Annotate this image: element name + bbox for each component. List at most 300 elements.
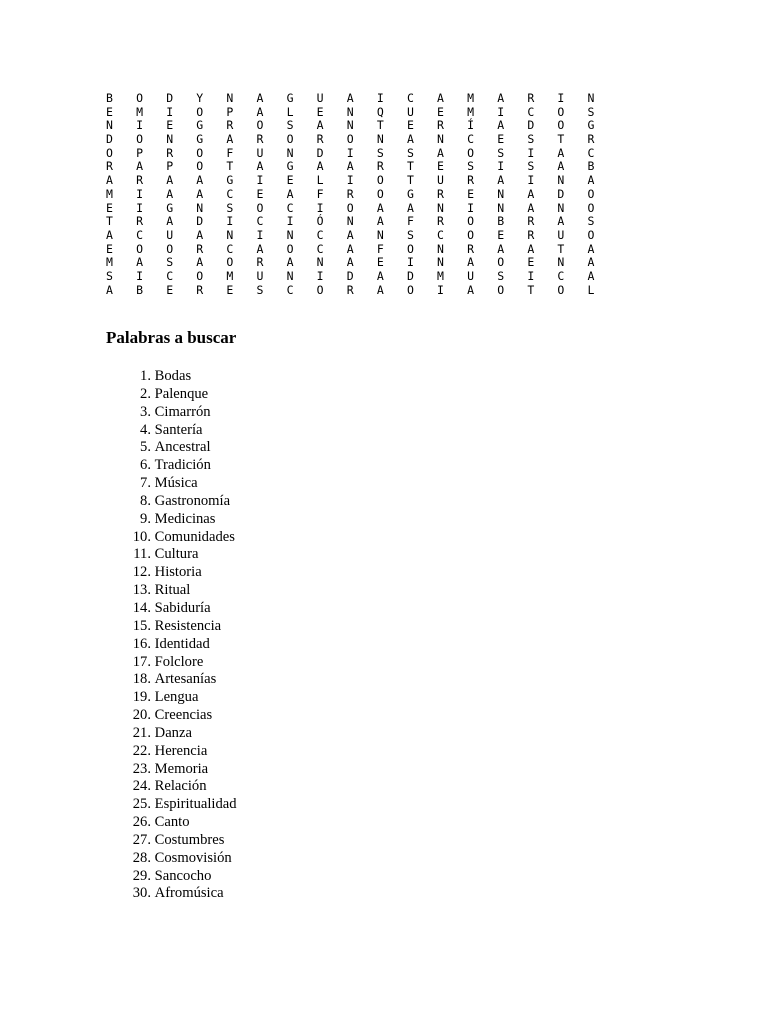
grid-letter: Í <box>467 118 475 133</box>
grid-letter: S <box>286 118 294 133</box>
grid-letter: T <box>226 159 234 174</box>
word-number: 1. <box>140 368 151 384</box>
grid-letter: T <box>106 214 113 229</box>
word-text: Relación <box>154 778 207 795</box>
grid-letter: A <box>136 159 144 174</box>
word-number: 25. <box>132 796 151 813</box>
grid-letter: O <box>256 200 264 215</box>
grid-letter: S <box>106 268 113 283</box>
grid-letter: N <box>376 227 384 242</box>
grid-letter: O <box>406 282 414 297</box>
word-number: 16. <box>132 635 151 652</box>
grid-letter: C <box>316 227 324 242</box>
grid-letter: B <box>497 214 505 229</box>
grid-row <box>104 229 616 243</box>
word-list-item <box>128 868 237 886</box>
grid-letter: O <box>587 227 595 242</box>
grid-letter: A <box>346 91 354 105</box>
grid-row <box>104 147 616 161</box>
grid-letter: A <box>316 159 324 174</box>
grid-letter: D <box>346 268 354 283</box>
word-list-item <box>128 832 237 850</box>
grid-letter: B <box>106 91 113 105</box>
grid-letter: S <box>406 227 414 242</box>
word-list-item <box>128 582 237 600</box>
grid-letter: G <box>286 91 294 105</box>
grid-letter: M <box>106 186 113 201</box>
grid-letter: E <box>497 132 505 147</box>
word-number: 2. <box>140 385 151 402</box>
grid-letter: E <box>527 255 535 270</box>
grid-letter: M <box>226 268 234 283</box>
grid-letter: A <box>587 241 595 256</box>
grid-letter: C <box>437 227 444 242</box>
grid-letter: R <box>437 214 444 229</box>
grid-letter: N <box>226 227 234 242</box>
grid-row <box>104 92 616 106</box>
grid-letter: T <box>376 118 384 133</box>
grid-letter: M <box>467 104 475 119</box>
grid-row <box>104 284 616 298</box>
grid-letter: G <box>166 200 174 215</box>
grid-letter: O <box>136 241 144 256</box>
grid-letter: F <box>316 186 324 201</box>
grid-letter: O <box>587 200 595 215</box>
grid-letter: A <box>106 282 113 297</box>
word-list-item <box>128 529 237 547</box>
grid-letter: M <box>106 255 113 270</box>
word-list-title: Palabras a buscar <box>106 328 237 347</box>
grid-letter: N <box>346 214 354 229</box>
grid-letter: C <box>286 282 294 297</box>
grid-letter: L <box>316 173 324 188</box>
grid-letter: N <box>196 200 204 215</box>
grid-row <box>104 133 616 147</box>
grid-letter: R <box>527 214 535 229</box>
grid-letter: I <box>497 159 505 174</box>
grid-letter: R <box>527 227 535 242</box>
grid-letter: C <box>406 91 414 105</box>
grid-letter: N <box>437 200 444 215</box>
grid-letter: U <box>316 91 324 105</box>
word-text: Creencias <box>154 707 213 724</box>
word-number: 30. <box>132 885 151 902</box>
grid-letter: R <box>467 173 475 188</box>
grid-row <box>104 243 616 257</box>
grid-letter: M <box>467 91 475 105</box>
grid-letter: O <box>376 186 384 201</box>
grid-letter: O <box>497 282 505 297</box>
grid-letter: S <box>587 214 595 229</box>
grid-letter: N <box>346 118 354 133</box>
grid-letter: B <box>136 282 144 297</box>
grid-letter: C <box>256 214 264 229</box>
grid-letter: A <box>346 241 354 256</box>
grid-letter: I <box>136 118 144 133</box>
grid-letter: O <box>467 145 475 160</box>
grid-letter: S <box>497 145 505 160</box>
grid-letter: A <box>527 186 535 201</box>
grid-letter: I <box>527 268 535 283</box>
grid-letter: A <box>136 255 144 270</box>
grid-letter: N <box>497 186 505 201</box>
grid-letter: A <box>226 132 234 147</box>
grid-letter: S <box>527 159 535 174</box>
grid-letter: S <box>166 255 174 270</box>
word-number: 26. <box>132 814 151 831</box>
grid-row <box>104 202 616 216</box>
grid-letter: P <box>226 104 234 119</box>
grid-letter: N <box>226 91 234 105</box>
word-text: Gastronomía <box>154 492 231 509</box>
grid-letter: F <box>406 214 414 229</box>
grid-letter: A <box>497 173 505 188</box>
grid-letter: A <box>376 200 384 215</box>
grid-letter: O <box>557 282 565 297</box>
word-text: Ancestral <box>154 439 211 456</box>
grid-letter: I <box>226 214 234 229</box>
grid-letter: R <box>256 255 264 270</box>
grid-letter: A <box>406 200 414 215</box>
grid-row <box>104 119 616 133</box>
grid-letter: C <box>527 104 535 119</box>
word-list-item <box>128 671 237 689</box>
grid-letter: E <box>467 186 475 201</box>
word-number: 6. <box>140 457 151 474</box>
grid-letter: P <box>166 159 174 174</box>
grid-letter: U <box>557 227 565 242</box>
grid-letter: I <box>346 173 354 188</box>
grid-letter: D <box>527 118 535 133</box>
grid-letter: A <box>587 255 595 270</box>
grid-letter: N <box>376 132 384 147</box>
grid-letter: O <box>256 118 264 133</box>
word-list-item <box>128 689 237 707</box>
grid-letter: A <box>467 282 475 297</box>
grid-letter: R <box>346 186 354 201</box>
grid-letter: O <box>467 227 475 242</box>
word-number: 13. <box>132 582 151 599</box>
grid-letter: I <box>437 282 444 297</box>
grid-letter: T <box>557 241 565 256</box>
grid-letter: O <box>286 132 294 147</box>
word-text: Canto <box>154 814 190 831</box>
grid-letter: S <box>376 145 384 160</box>
grid-row <box>104 256 616 270</box>
grid-letter: O <box>316 282 324 297</box>
grid-letter: I <box>136 186 144 201</box>
grid-letter: R <box>256 132 264 147</box>
grid-letter: E <box>226 282 234 297</box>
grid-letter: O <box>196 104 204 119</box>
grid-letter: T <box>406 159 414 174</box>
grid-letter: Ó <box>316 214 324 229</box>
grid-letter: A <box>196 227 204 242</box>
word-text: Danza <box>154 724 192 741</box>
grid-letter: I <box>376 91 384 105</box>
grid-letter: M <box>136 104 144 119</box>
grid-letter: N <box>557 200 565 215</box>
grid-letter: A <box>196 173 204 188</box>
word-number: 14. <box>132 599 151 616</box>
grid-letter: G <box>196 132 204 147</box>
word-text: Cosmovisión <box>154 849 232 866</box>
grid-letter: O <box>376 173 384 188</box>
grid-letter: A <box>437 145 444 160</box>
grid-letter: R <box>136 214 144 229</box>
word-list-item <box>128 564 237 582</box>
word-list-item <box>128 778 237 796</box>
grid-letter: M <box>437 268 444 283</box>
grid-letter: C <box>467 132 475 147</box>
word-text: Memoria <box>154 760 209 777</box>
grid-letter: D <box>316 145 324 160</box>
grid-letter: N <box>106 118 113 133</box>
grid-letter: R <box>587 132 595 147</box>
grid-letter: N <box>286 227 294 242</box>
word-number: 12. <box>132 564 151 581</box>
grid-letter: C <box>136 227 144 242</box>
grid-letter: A <box>286 255 294 270</box>
grid-letter: O <box>557 118 565 133</box>
word-text: Sancocho <box>154 867 212 884</box>
grid-letter: O <box>196 145 204 160</box>
grid-letter: G <box>226 173 234 188</box>
word-number: 3. <box>140 403 151 420</box>
grid-letter: A <box>256 159 264 174</box>
grid-row <box>104 174 616 188</box>
grid-letter: I <box>316 200 324 215</box>
word-text: Herencia <box>154 742 208 759</box>
grid-letter: C <box>286 200 294 215</box>
grid-letter: S <box>587 104 595 119</box>
word-number: 4. <box>140 421 151 438</box>
word-list-item <box>128 636 237 654</box>
grid-letter: A <box>166 214 174 229</box>
grid-letter: O <box>497 255 505 270</box>
grid-letter: A <box>346 255 354 270</box>
grid-letter: O <box>166 241 174 256</box>
word-number: 10. <box>132 528 151 545</box>
grid-letter: A <box>497 118 505 133</box>
grid-letter: E <box>166 118 174 133</box>
grid-letter: R <box>106 159 113 174</box>
word-number: 23. <box>132 760 151 777</box>
word-list-item <box>128 618 237 636</box>
grid-letter: C <box>587 145 595 160</box>
grid-letter: R <box>527 91 535 105</box>
word-number: 18. <box>132 671 151 688</box>
grid-letter: C <box>557 268 565 283</box>
grid-letter: N <box>557 255 565 270</box>
grid-letter: R <box>437 186 444 201</box>
word-number: 11. <box>133 546 151 563</box>
grid-letter: A <box>196 255 204 270</box>
grid-letter: F <box>376 241 384 256</box>
grid-letter: A <box>286 186 294 201</box>
grid-letter: O <box>346 200 354 215</box>
grid-letter: I <box>527 145 535 160</box>
grid-letter: A <box>256 241 264 256</box>
grid-letter: R <box>196 282 204 297</box>
grid-letter: N <box>497 200 505 215</box>
grid-letter: I <box>467 200 475 215</box>
grid-letter: C <box>226 241 234 256</box>
word-list-item <box>128 493 237 511</box>
grid-letter: I <box>256 173 264 188</box>
word-list-item <box>128 511 237 529</box>
word-list-item <box>128 386 237 404</box>
grid-letter: D <box>196 214 204 229</box>
grid-letter: A <box>376 214 384 229</box>
grid-row <box>104 188 616 202</box>
word-list-item <box>128 743 237 761</box>
grid-letter: D <box>406 268 414 283</box>
grid-letter: A <box>256 91 264 105</box>
word-list-item <box>128 422 237 440</box>
grid-letter: F <box>226 145 234 160</box>
grid-letter: O <box>196 268 204 283</box>
grid-letter: R <box>437 118 444 133</box>
word-number: 29. <box>132 867 151 884</box>
word-number: 5. <box>140 439 151 456</box>
grid-letter: O <box>226 255 234 270</box>
word-list-item <box>128 475 237 493</box>
word-number: 22. <box>132 742 151 759</box>
grid-letter: Y <box>196 91 204 105</box>
grid-letter: I <box>406 255 414 270</box>
grid-row <box>104 106 616 120</box>
word-text: Medicinas <box>154 510 216 527</box>
grid-letter: L <box>286 104 294 119</box>
grid-letter: A <box>316 118 324 133</box>
grid-letter: U <box>166 227 174 242</box>
word-text: Música <box>154 475 198 492</box>
word-search-grid <box>104 92 616 297</box>
word-number: 28. <box>132 849 151 866</box>
grid-letter: O <box>136 132 144 147</box>
word-list-item <box>128 850 237 868</box>
grid-letter: T <box>557 132 565 147</box>
grid-row <box>104 160 616 174</box>
grid-letter: I <box>286 214 294 229</box>
grid-letter: S <box>497 268 505 283</box>
grid-letter: E <box>106 104 113 119</box>
grid-letter: S <box>406 145 414 160</box>
word-list-item <box>128 404 237 422</box>
grid-letter: O <box>557 104 565 119</box>
word-text: Palenque <box>154 385 209 402</box>
word-text: Afromúsica <box>154 885 224 902</box>
grid-letter: A <box>527 241 535 256</box>
grid-letter: N <box>587 91 595 105</box>
grid-letter: R <box>376 159 384 174</box>
grid-letter: A <box>406 132 414 147</box>
grid-letter: A <box>587 173 595 188</box>
grid-letter: U <box>406 104 414 119</box>
grid-letter: O <box>286 241 294 256</box>
grid-letter: R <box>136 173 144 188</box>
grid-letter: O <box>467 214 475 229</box>
grid-letter: U <box>256 268 264 283</box>
grid-letter: D <box>106 132 113 147</box>
word-list-item <box>128 654 237 672</box>
word-text: Artesanías <box>154 671 217 688</box>
grid-letter: D <box>557 186 565 201</box>
word-text: Bodas <box>154 368 192 384</box>
grid-letter: U <box>467 268 475 283</box>
grid-letter: S <box>467 159 475 174</box>
grid-letter: N <box>286 268 294 283</box>
grid-letter: A <box>557 145 565 160</box>
word-number: 20. <box>132 707 151 724</box>
word-text: Cimarrón <box>154 403 211 420</box>
word-text: Ritual <box>154 582 191 599</box>
word-number: 15. <box>132 617 151 634</box>
grid-letter: E <box>256 186 264 201</box>
grid-letter: R <box>316 132 324 147</box>
grid-letter: R <box>166 145 174 160</box>
grid-letter: O <box>406 241 414 256</box>
word-number: 21. <box>132 724 151 741</box>
word-number: 8. <box>140 492 151 509</box>
grid-letter: A <box>527 200 535 215</box>
word-list-item <box>128 725 237 743</box>
grid-letter: A <box>106 227 113 242</box>
grid-letter: A <box>166 186 174 201</box>
grid-letter: E <box>166 282 174 297</box>
grid-letter: E <box>437 159 444 174</box>
grid-letter: N <box>437 241 444 256</box>
grid-letter: E <box>106 200 113 215</box>
grid-letter: R <box>226 118 234 133</box>
grid-letter: G <box>587 118 595 133</box>
grid-letter: Q <box>376 104 384 119</box>
grid-letter: I <box>557 91 565 105</box>
word-list-item <box>128 814 237 832</box>
word-text: Tradición <box>154 457 211 474</box>
grid-letter: N <box>166 132 174 147</box>
grid-letter: T <box>406 173 414 188</box>
word-list <box>128 368 237 903</box>
grid-letter: A <box>196 186 204 201</box>
grid-letter: C <box>226 186 234 201</box>
word-text: Espiritualidad <box>154 796 237 813</box>
grid-letter: S <box>256 282 264 297</box>
grid-letter: I <box>346 145 354 160</box>
grid-letter: L <box>587 282 595 297</box>
grid-letter: C <box>316 241 324 256</box>
grid-letter: N <box>286 145 294 160</box>
grid-letter: D <box>166 91 174 105</box>
grid-letter: A <box>467 255 475 270</box>
grid-letter: A <box>256 104 264 119</box>
grid-letter: I <box>256 227 264 242</box>
grid-letter: A <box>346 227 354 242</box>
grid-letter: S <box>527 132 535 147</box>
grid-letter: N <box>437 255 444 270</box>
grid-letter: B <box>587 159 595 174</box>
grid-row <box>104 215 616 229</box>
grid-letter: I <box>136 268 144 283</box>
grid-letter: A <box>497 241 505 256</box>
word-text: Costumbres <box>154 831 225 848</box>
word-text: Santería <box>154 421 203 438</box>
grid-letter: E <box>406 118 414 133</box>
grid-letter: C <box>166 268 174 283</box>
grid-letter: E <box>286 173 294 188</box>
grid-letter: N <box>437 132 444 147</box>
